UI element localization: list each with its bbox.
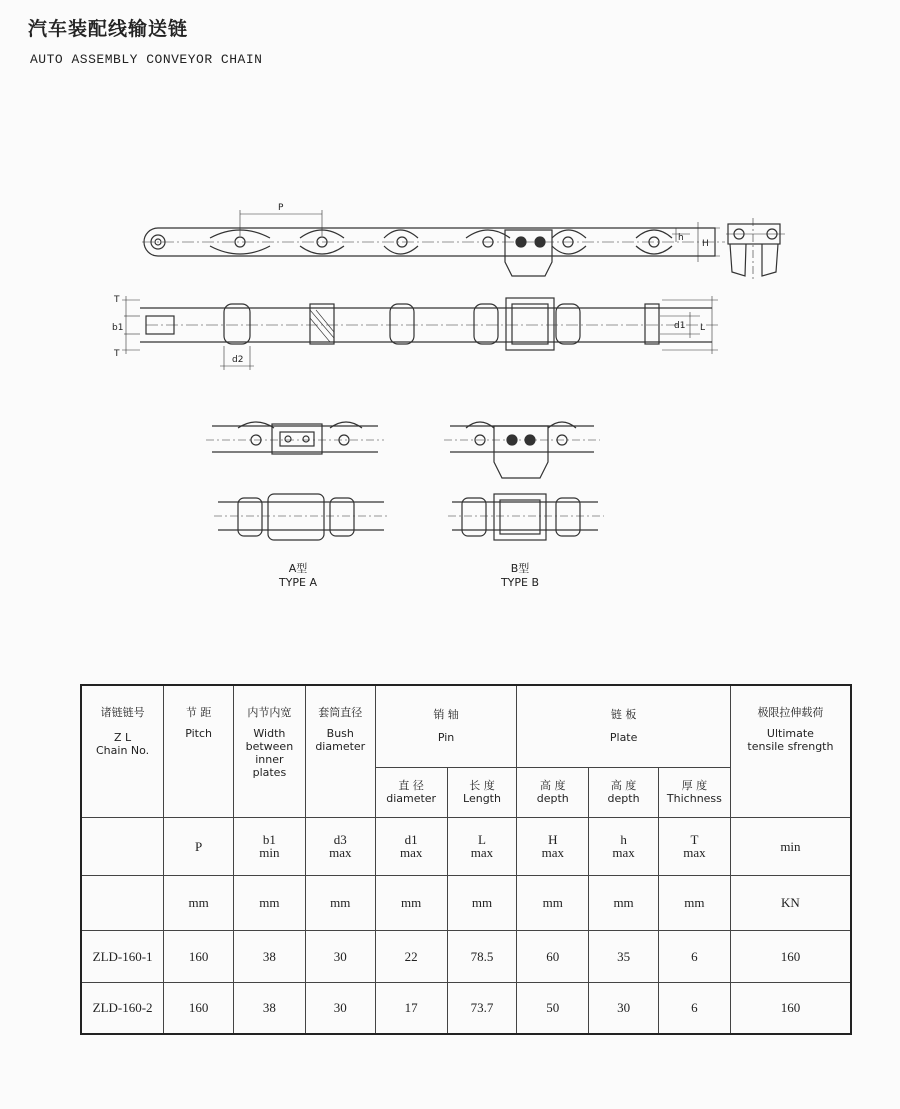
roller: [390, 304, 414, 344]
cell-tensile: 160: [730, 930, 851, 982]
unit-cell: mm: [375, 875, 447, 930]
chain-end-view: [726, 218, 785, 282]
label-T-top: T: [114, 295, 120, 305]
type-b-label: [480, 562, 560, 590]
label-d1: d1: [674, 321, 686, 331]
roller: [474, 304, 498, 344]
symbol-cell: min: [730, 817, 851, 875]
header-plate: 链 板 Plate: [517, 685, 730, 767]
cell-chain-no: ZLD-160-1: [81, 930, 164, 982]
header-pin-length: 长 度 Length: [447, 767, 517, 817]
roller: [224, 304, 250, 344]
cell-plate-H: 60: [517, 930, 589, 982]
symbol-cell: L max: [447, 817, 517, 875]
cell-pitch: 160: [164, 930, 234, 982]
type-a-label: [258, 562, 338, 590]
label-pitch: P: [278, 203, 284, 213]
header-chain-no: 诸链链号 Z L Chain No.: [81, 685, 164, 817]
header-plate-T: 厚 度 Thichness: [658, 767, 730, 817]
cell-chain-no: ZLD-160-2: [81, 982, 164, 1034]
header-pin-diameter: 直 径 diameter: [375, 767, 447, 817]
cell-bush: 30: [305, 982, 375, 1034]
spec-table: [80, 684, 852, 1035]
type-b-label-cn: B型: [510, 562, 530, 575]
label-T-bottom: T: [114, 349, 120, 359]
cell-plate-h: 35: [589, 930, 659, 982]
symbol-cell: d1 max: [375, 817, 447, 875]
cell-plate-h: 30: [589, 982, 659, 1034]
roller: [556, 304, 580, 344]
type-a-label-cn: A型: [288, 562, 308, 575]
header-pitch: 节 距 Pitch: [164, 685, 234, 817]
unit-cell: mm: [517, 875, 589, 930]
cell-plate-T: 6: [658, 930, 730, 982]
unit-cell: mm: [305, 875, 375, 930]
type-a-top-view: [214, 494, 390, 540]
symbol-cell: d3 max: [305, 817, 375, 875]
cell-tensile: 160: [730, 982, 851, 1034]
unit-cell-chain: [81, 875, 164, 930]
unit-cell: mm: [164, 875, 234, 930]
symbol-cell: H max: [517, 817, 589, 875]
type-b-label-en: TYPE B: [500, 576, 540, 589]
type-a-side-view: [206, 422, 384, 454]
table-row: [81, 982, 851, 1034]
label-d2: d2: [232, 355, 244, 365]
type-a-label-en: TYPE A: [278, 576, 318, 589]
chain-top-view: [122, 296, 720, 370]
cell-plate-T: 6: [658, 982, 730, 1034]
cell-pin-diameter: 22: [375, 930, 447, 982]
symbol-cell: h max: [589, 817, 659, 875]
label-b1: b1: [112, 323, 124, 333]
symbol-cell: P: [164, 817, 234, 875]
page-title-cn: 汽车装配线输送链: [28, 18, 189, 40]
cell-bush: 30: [305, 930, 375, 982]
label-L: L: [700, 323, 706, 333]
cell-plate-H: 50: [517, 982, 589, 1034]
header-bush: 套筒直径 Bush diameter: [305, 685, 375, 817]
cell-pitch: 160: [164, 982, 234, 1034]
unit-cell: mm: [658, 875, 730, 930]
unit-cell: KN: [730, 875, 851, 930]
table-row: [81, 930, 851, 982]
symbol-cell-chain: [81, 817, 164, 875]
label-H: H: [702, 239, 709, 249]
page-title-en: AUTO ASSEMBLY CONVEYOR CHAIN: [30, 52, 263, 67]
cell-width: 38: [233, 982, 305, 1034]
header-width: 内节内宽 Width between inner plates: [233, 685, 305, 817]
symbol-cell: b1 min: [233, 817, 305, 875]
header-tensile: 极限拉伸载荷 Ultimate tensile sfrength: [730, 685, 851, 817]
cell-width: 38: [233, 930, 305, 982]
header-plate-h: 高 度 depth: [589, 767, 659, 817]
unit-cell: mm: [447, 875, 517, 930]
header-plate-H: 高 度 depth: [517, 767, 589, 817]
label-h: h: [678, 233, 684, 243]
type-b-side-view: [444, 422, 600, 478]
cell-pin-length: 73.7: [447, 982, 517, 1034]
unit-cell: mm: [233, 875, 305, 930]
cell-pin-length: 78.5: [447, 930, 517, 982]
type-b-top-view: [448, 494, 604, 540]
cell-pin-diameter: 17: [375, 982, 447, 1034]
chain-side-view: [142, 210, 725, 276]
header-pin: 销 轴 Pin: [375, 685, 517, 767]
unit-row: [81, 875, 851, 930]
symbol-cell: T max: [658, 817, 730, 875]
unit-cell: mm: [589, 875, 659, 930]
symbol-row: [81, 817, 851, 875]
